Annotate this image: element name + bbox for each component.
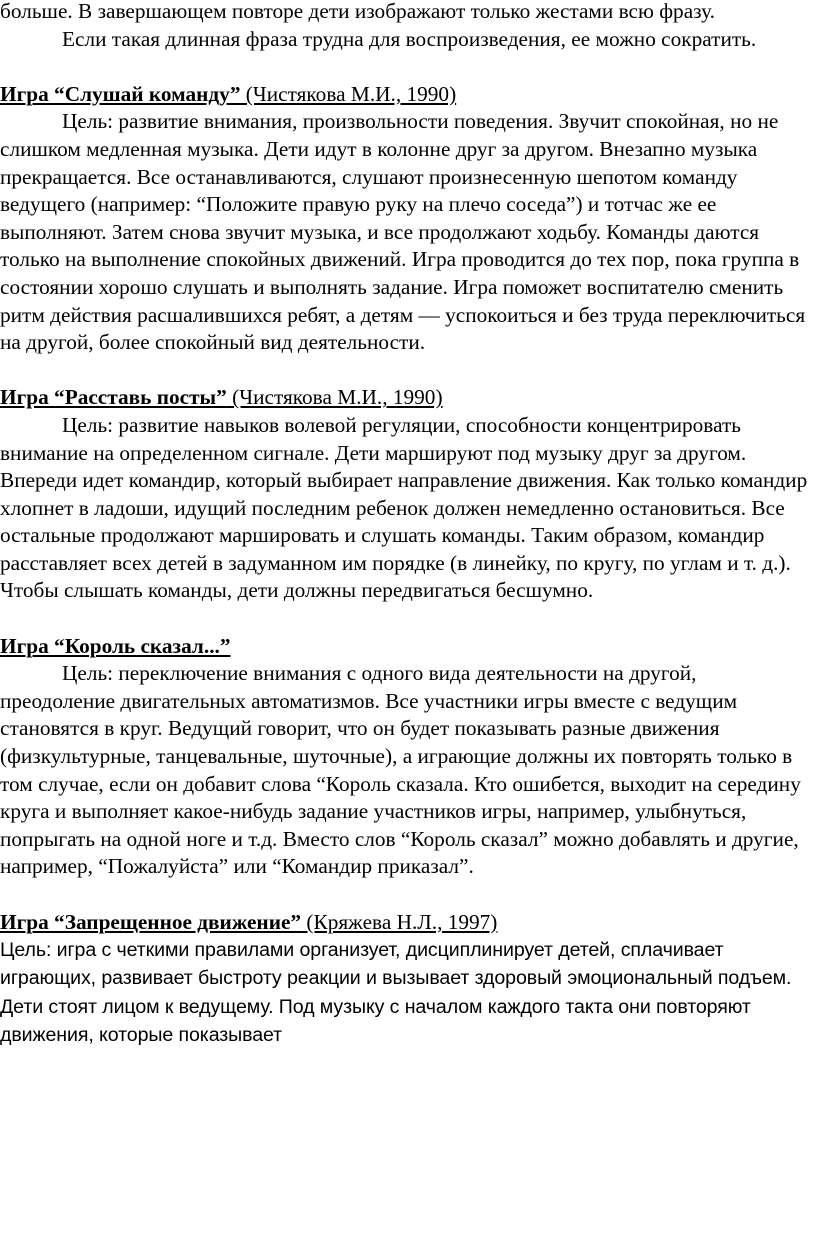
game-heading — [0, 909, 812, 937]
game-description: Цель: игра с четкими правилами организует, дисциплинирует детей, сплачивает играющих, развивает быстроту реакции и вызывает здоровый эмоциональный подъем. Дети стоят лицом к ведущему. Под музыку с началом каждого такта они повторяют движения, которые показывает — [0, 939, 792, 1046]
game-title: Игра “Слушай команду” — [0, 81, 241, 106]
spacer — [0, 357, 812, 385]
game-heading — [0, 384, 812, 412]
game-heading — [0, 81, 812, 109]
game-author: (Чистякова М.И., 1990) — [240, 81, 457, 106]
game-description: Цель: развитие навыков волевой регуляции, способности концентрировать внимание на определенном сигнале. Дети маршируют под музыку друг за другом. Впереди идет командир, который выбирает направление движения. Как только командир хлопнет в ладоши, идущий последним ребенок должен немедленно остановиться. Все остальные продолжают маршировать и слушать команды. Таким образом, командир расставляет всех детей в задуманном им порядке (в линейку, по кругу, по углам и т. д.). Чтобы слышать команды, дети должны передвигаться бесшумно. — [0, 412, 808, 603]
game-title: Игра “Расставь посты” — [0, 385, 227, 410]
intro-paragraph: Если такая длинная фраза трудна для воспроизведения, ее можно сократить. — [62, 26, 757, 51]
spacer — [0, 53, 812, 81]
game-author: (Чистякова М.И., 1990) — [226, 385, 443, 410]
spacer — [0, 605, 812, 633]
intro-paragraph: больше. В завершающем повторе дети изображают только жестами всю фразу. — [0, 0, 715, 23]
spacer — [0, 881, 812, 909]
game-description: Цель: развитие внимания, произвольности поведения. Звучит спокойная, но не слишком медленная музыка. Дети идут в колонне друг за другом. Внезапно музыка прекращается. Все останавливаются, слушают произнесенную шепотом команду ведущего (например: “Положите правую руку на плечо соседа”) и тотчас же ее выполняют. Затем снова звучит музыка, и все продолжают ходьбу. Команды даются только на выполнение спокойных движений. Игра проводится до тех пор, пока группа в состоянии хорошо слушать и выполнять задание. Игра поможет воспитателю сменить ритм действия расшалившихся ребят, а детям — успокоиться и без труда переключиться на другой, более спокойный вид деятельности. — [0, 109, 806, 355]
game-heading — [0, 633, 812, 661]
game-author: (Кряжева Н.Л., 1997) — [301, 909, 498, 934]
game-title: Игра “Король сказал...” — [0, 633, 231, 658]
game-description: Цель: переключение внимания с одного вида деятельности на другой, преодоление двигательных автоматизмов. Все участники игры вместе с ведущим становятся в круг. Ведущий говорит, что он будет показывать разные движения (физкультурные, танцевальные, шуточные), а играющие должны их повторять только в том случае, если он добавит слова “Король сказала. Кто ошибется, выходит на середину круга и выполняет какое-нибудь задание участников игры, например, улыбнуться, попрыгать на одной ноге и т.д. Вместо слов “Король сказал” можно добавлять и другие, например, “Пожалуйста” или “Командир приказал”. — [0, 661, 801, 879]
game-title: Игра “Запрещенное движение” — [0, 909, 302, 934]
